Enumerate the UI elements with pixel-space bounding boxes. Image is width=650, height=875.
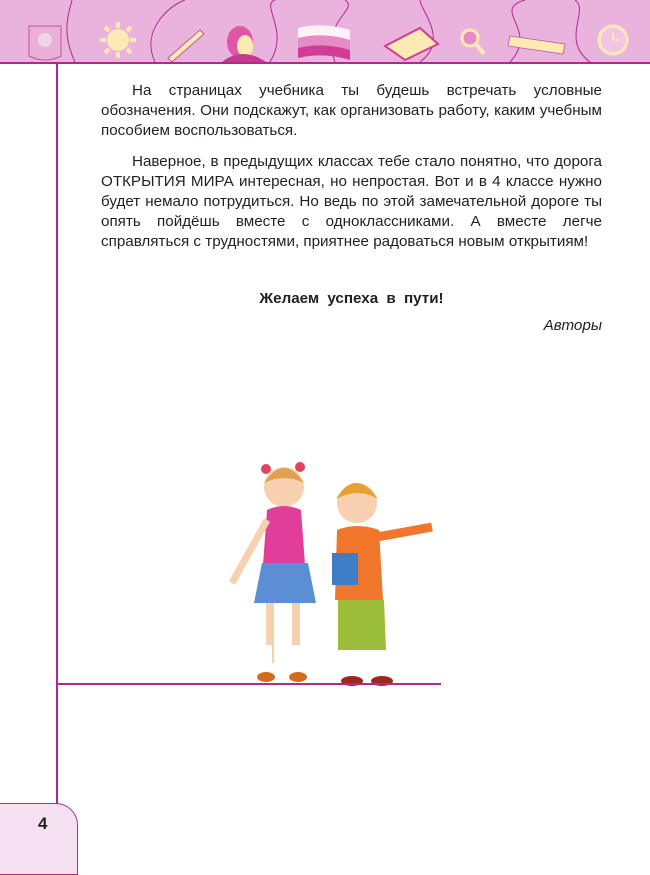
intro-paragraph	[101, 81, 602, 141]
paragraph-text: На страницах учебника ты будешь встречать условные обозначения. Они подскажут, как организовать работу, каким учебным пособием воспользоваться.	[101, 82, 602, 139]
pushkin-portrait-icon	[222, 26, 266, 62]
wish-heading: Желаем успеха в пути!	[259, 290, 444, 307]
paragraph-text-part: Наверное, в предыдущих классах тебе стало понятно, что дорога	[132, 153, 602, 170]
margin-line	[56, 64, 58, 804]
second-paragraph	[101, 152, 602, 252]
children-illustration	[222, 455, 442, 690]
paragraph-text	[101, 152, 602, 252]
header-banner	[0, 0, 650, 64]
ruler-icon	[508, 36, 565, 54]
boy-figure	[332, 483, 432, 686]
book-series-name: ОТКРЫТИЯ МИРА	[101, 173, 234, 190]
sun-icon	[100, 22, 136, 58]
magnifier-icon	[462, 30, 484, 54]
pencil-icon	[168, 30, 204, 62]
flag-icon	[298, 25, 350, 60]
girl-figure	[232, 462, 316, 682]
open-book-icon	[385, 28, 438, 60]
page-number: 4	[38, 814, 48, 833]
clock-icon	[599, 26, 627, 54]
signature: Авторы	[543, 317, 602, 334]
paragraph-text-part: интересная, но непростая. Вот и в 4 классе нужно будет немало потрудиться. Но ведь по этой замечательной дороге ты опять пойдёшь вместе с одноклассниками. А вместе легче справляться с трудностями, приятнее радоваться новым открытиям!	[101, 173, 602, 250]
divider-line	[57, 683, 441, 685]
coat-of-arms-icon	[29, 26, 61, 60]
